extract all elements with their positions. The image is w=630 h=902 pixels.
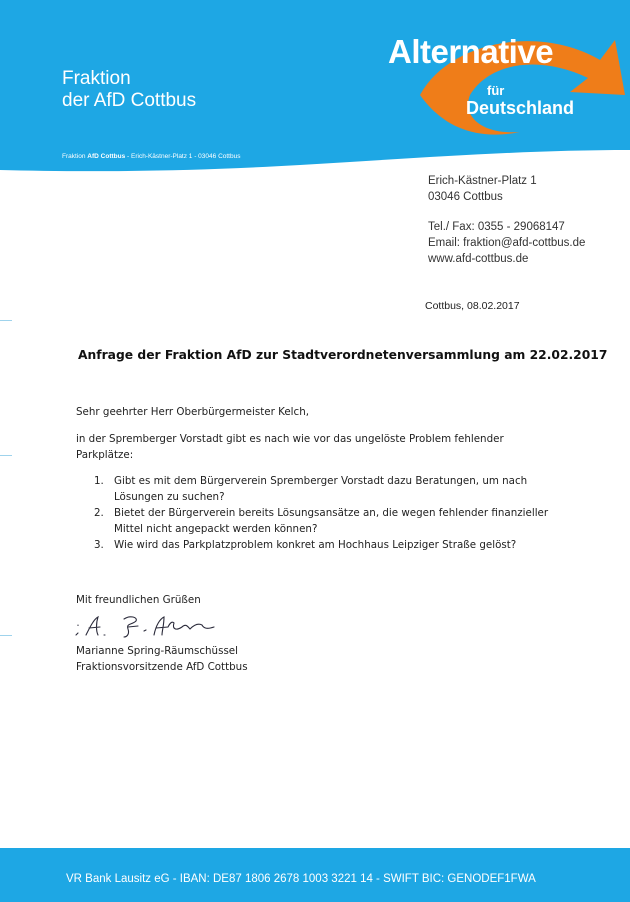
closing: Mit freundlichen Grüßen [76,594,201,606]
faction-title-line2: der AfD Cottbus [62,90,197,111]
handwritten-signature [72,611,242,641]
question-number: 3. [94,539,104,551]
sender-bold: AfD Cottbus [87,153,126,160]
question-text: Bietet der Bürgerverein bereits Lösungsansätze an, die wegen fehlender finanzieller Mittel nicht angepackt werden können? [114,507,549,535]
logo-fuer: für [487,83,505,98]
sender-prefix: Fraktion [62,153,88,160]
question-list [94,473,564,553]
address-street: Erich-Kästner-Platz 1 [428,175,537,187]
address-city: 03046 Cottbus [428,191,503,203]
fold-mark [0,635,12,636]
address-email: Email: fraktion@afd-cottbus.de [428,237,586,249]
footer-bank-details: VR Bank Lausitz eG - IBAN: DE87 1806 2678 1003 3221 14 - SWIFT BIC: GENODEF1FWA [66,873,536,885]
faction-title-line1: Fraktion [62,68,131,89]
address-web: www.afd-cottbus.de [428,253,529,265]
signer-name: Marianne Spring-Räumschüssel [76,645,238,657]
salutation: Sehr geehrter Herr Oberbürgermeister Kelch, [76,406,309,418]
intro-paragraph: in der Spremberger Vorstadt gibt es nach wie vor das ungelöste Problem fehlender Parkplätze: [76,433,504,461]
fold-mark [0,455,12,456]
logo-wordmark: Alternative [388,33,554,70]
sender-rest: - Erich-Kästner-Platz 1 - 03046 Cottbus [125,153,241,160]
address-block [428,173,585,267]
sender-return-line [62,153,240,160]
signer-role: Fraktionsvorsitzende AfD Cottbus [76,661,248,673]
letter-date: Cottbus, 08.02.2017 [425,300,520,312]
faction-title [62,68,196,112]
fold-mark [0,320,12,321]
address-phone: Tel./ Fax: 0355 - 29068147 [428,221,565,233]
list-item [94,505,564,537]
list-item [94,473,564,505]
question-number: 1. [94,475,104,487]
logo-deutschland: Deutschland [466,98,575,118]
signer-block [76,643,248,675]
question-text: Wie wird das Parkplatzproblem konkret am Hochhaus Leipziger Straße gelöst? [114,539,517,551]
list-item [94,537,564,553]
letter-subject: Anfrage der Fraktion AfD zur Stadtverordnetenversammlung am 22.02.2017 [78,348,608,362]
question-number: 2. [94,507,104,519]
question-text: Gibt es mit dem Bürgerverein Spremberger Vorstadt dazu Beratungen, um nach Lösungen zu suchen? [114,475,528,503]
